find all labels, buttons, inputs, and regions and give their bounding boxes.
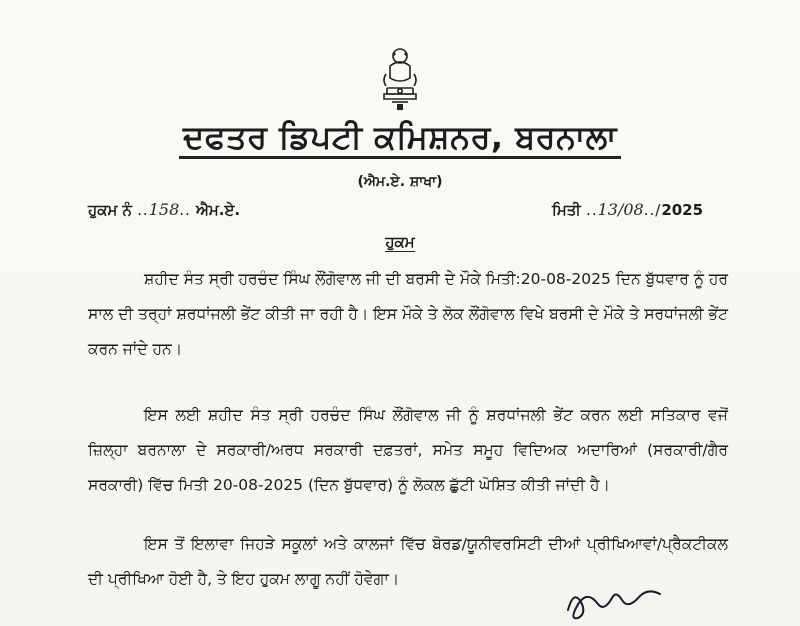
order-date-label: ਮਿਤੀ (552, 201, 581, 219)
paragraph-2: ਇਸ ਲਈ ਸ਼ਹੀਦ ਸੰਤ ਸ੍ਰੀ ਹਰਚੰਦ ਸਿੰਘ ਲੌਂਗੋਵਾਲ ਜੀ ਨੂੰ ਸ਼ਰਧਾਂਜਲੀ ਭੇਂਟ ਕਰਨ ਲਈ ਸਤਿਕਾਰ ਵਜੋਂ ਜ਼ਿਲ੍ਹਾ ਬਰਨਾਲਾ ਦੇ ਸਰਕਾਰੀ/ਅਰਧ ਸਰਕਾਰੀ ਦਫ਼ਤਰਾਂ, ਸਮੇਤ ਸਮੂਹ ਵਿਦਿਅਕ ਅਦਾਰਿਆਂ (ਸਰਕਾਰੀ/ਗੈਰ ਸਰਕਾਰੀ) ਵਿੱਚ ਮਿਤੀ 20-08-2025 (ਦਿਨ ਬੁੱਧਵਾਰ) ਨੂੰ ਲੋਕਲ ਛੁੱਟੀ ਘੋਸ਼ਿਤ ਕੀਤੀ ਜਾਂਦੀ ਹੈ। (88, 406, 728, 494)
order-number-suffix: ਐਮ.ਏ. (196, 201, 241, 219)
office-title: ਦਫਤਰ ਡਿਪਟੀ ਕਮਿਸ਼ਨਰ, ਬਰਨਾਲਾ (0, 118, 800, 157)
order-date-year: 2025 (661, 201, 704, 219)
order-number-label: ਹੁਕਮ ਨੰ (88, 201, 132, 219)
order-number-value: 158 (148, 200, 180, 219)
branch-name: (ਐਮ.ਏ. ਸ਼ਾਖਾ) (357, 174, 443, 190)
paragraph-3: ਇਸ ਤੋਂ ਇਲਾਵਾ ਜਿਹੜੇ ਸਕੂਲਾਂ ਅਤੇ ਕਾਲਜਾਂ ਵਿੱਚ ਬੋਰਡ/ਯੂਨੀਵਰਸਿਟੀ ਦੀਆਂ ਪ੍ਰੀਖਿਆਵਾਂ/ਪ੍ਰੈਕਟੀਕਲ ਦੀ ਪ੍ਰੀਖਿਆ ਹੋਈ ਹੈ, ਤੇ ਇਹ ਹੁਕਮ ਲਾਗੂ ਨਹੀਂ ਹੋਵੇਗਾ। (88, 535, 728, 588)
order-date: ਮਿਤੀ ..13/08../2025 (552, 200, 704, 219)
signature-icon (560, 580, 680, 626)
order-number: ਹੁਕਮ ਨੰ ..158.. ਐਮ.ਏ. (88, 200, 241, 219)
order-date-value: 13/08 (597, 200, 644, 219)
national-emblem-icon (370, 44, 430, 116)
order-heading: ਹੁਕਮ (385, 233, 415, 251)
paragraph-1: ਸ਼ਹੀਦ ਸੰਤ ਸ੍ਰੀ ਹਰਚੰਦ ਸਿੰਘ ਲੌਂਗੋਵਾਲ ਜੀ ਦੀ ਬਰਸੀ ਦੇ ਮੌਕੇ ਮਿਤੀ:20-08-2025 ਦਿਨ ਬੁੱਧਵਾਰ ਨੂੰ ਹਰ ਸਾਲ ਦੀ ਤਰ੍ਹਾਂ ਸ਼ਰਧਾਂਜਲੀ ਭੇਂਟ ਕੀਤੀ ਜਾ ਰਹੀ ਹੈ। ਇਸ ਮੌਕੇ ਤੇ ਲੋਕ ਲੌਂਗੋਵਾਲ ਵਿਖੇ ਬਰਸੀ ਦੇ ਮੌਕੇ ਤੇ ਸਰਧਾਂਜਲੀ ਭੇਂਟ ਕਰਨ ਜਾਂਦੇ ਹਨ। (88, 270, 728, 358)
